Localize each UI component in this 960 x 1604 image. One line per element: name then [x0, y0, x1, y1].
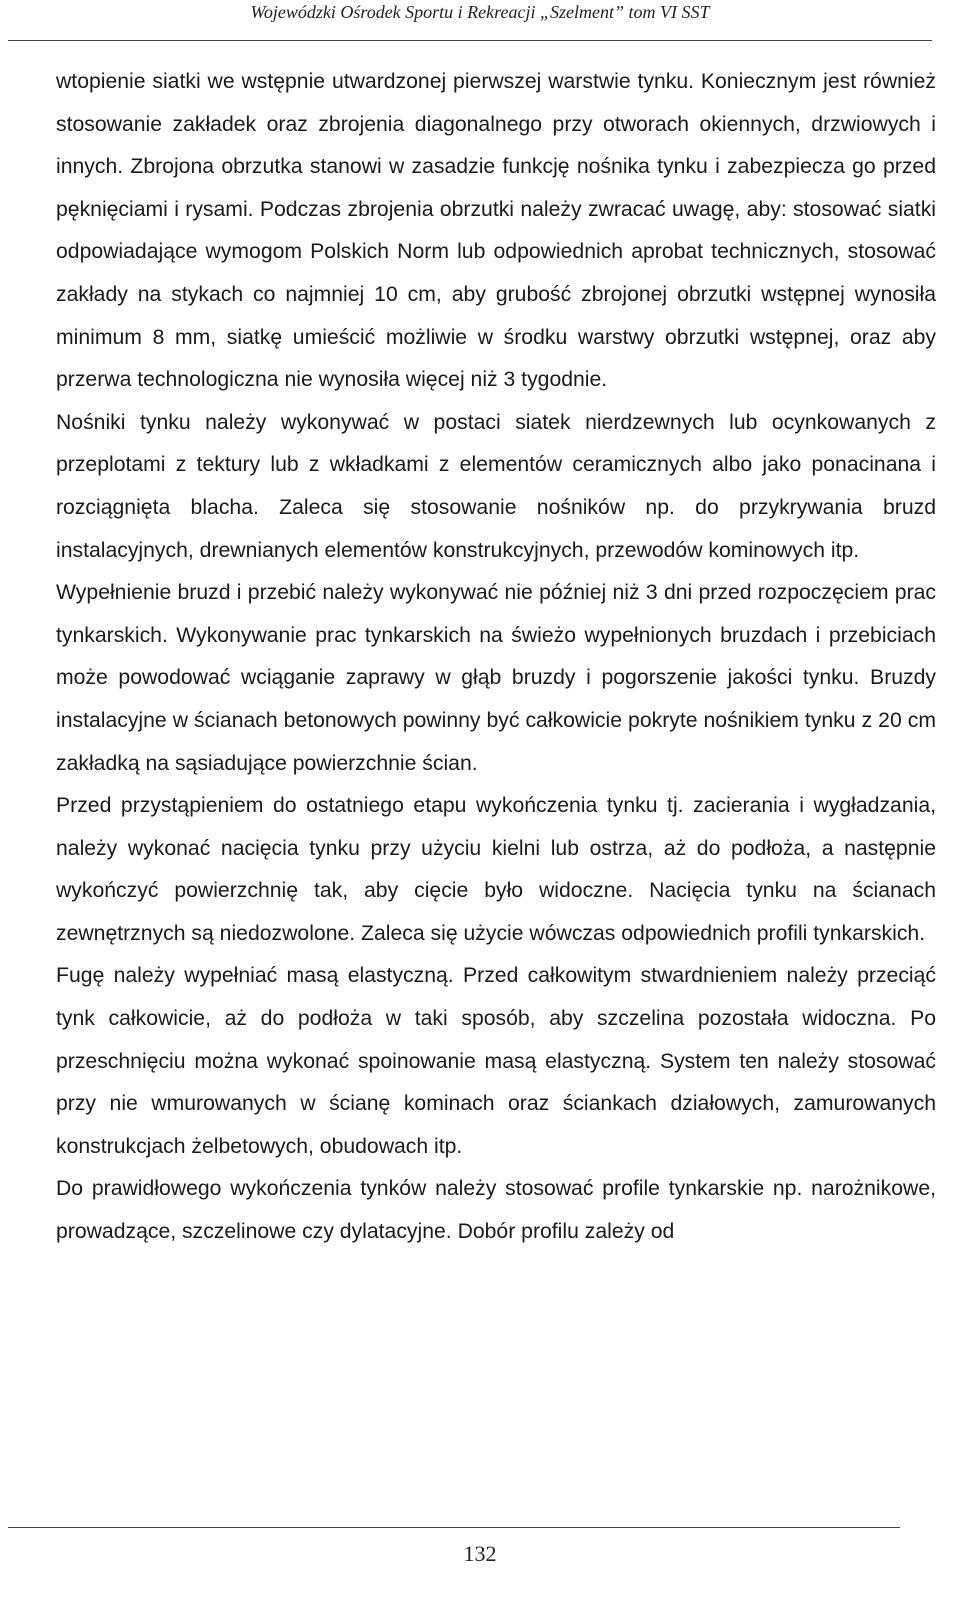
paragraph-plaster-carriers: Nośniki tynku należy wykonywać w postaci siatek nierdzewnych lub ocynkowanych z przeplotami z tektury lub z wkładkami z elementów ceramicznych albo jako ponacinana i rozciągnięta blacha. Zaleca się stosowanie nośników np. do przykrywania bruzd instalacyjnych, drewnianych elementów konstrukcyjnych, przewodów kominowych itp. [56, 410, 936, 562]
paragraph-joint-filling: Fugę należy wypełniać masą elastyczną. Przed całkowitym stwardnieniem należy przeciąć tynk całkowicie, aż do podłoża w taki sposób, aby szczelina pozostała widoczna. Po przeschnięciu można wykonać spoinowanie masą elastyczną. System ten należy stosować przy nie wmurowanych w ścianę kominach oraz ściankach działowych, zamurowanych konstrukcjach żelbetowych, obudowach itp. [56, 964, 936, 1158]
running-header: Wojewódzki Ośrodek Sportu i Rekreacji „Szelment” tom VI SST [250, 2, 710, 22]
paragraph-plaster-profiles: Do prawidłowego wykończenia tynków należy stosować profile tynkarskie np. narożnikowe, prowadzące, szczelinowe czy dylatacyjne. Dobór profilu zależy od [56, 1177, 936, 1244]
header-divider [8, 40, 932, 41]
paragraph-plaster-cuts: Przed przystąpieniem do ostatniego etapu wykończenia tynku tj. zacierania i wygładzania, należy wykonać nacięcia tynku przy użyciu kielni lub ostrza, aż do podłoża, a następnie wykończyć powierzchnię tak, aby cięcie było widoczne. Nacięcia tynku na ścianach zewnętrznych są niedozwolone. Zaleca się użycie wówczas odpowiednich profili tynkarskich. [56, 794, 936, 945]
page-number: 132 [463, 1541, 497, 1566]
paragraph-grooves-filling: Wypełnienie bruzd i przebić należy wykonywać nie później niż 3 dni przed rozpoczęciem prac tynkarskich. Wykonywanie prac tynkarskich na świeżo wypełnionych bruzdach i przebiciach może powodować wciąganie zaprawy w głąb bruzdy i pogorszenie jakości tynku. Bruzdy instalacyjne w ścianach betonowych powinny być całkowicie pokryte nośnikiem tynku z 20 cm zakładką na sąsiadujące powierzchnie ścian. [56, 581, 936, 775]
paragraph-reinforcement: wtopienie siatki we wstępnie utwardzonej pierwszej warstwie tynku. Koniecznym jest również stosowanie zakładek oraz zbrojenia diagonalnego przy otworach okiennych, drzwiowych i innych. Zbrojona obrzutka stanowi w zasadzie funkcję nośnika tynku i zabezpiecza go przed pęknięciami i rysami. Podczas zbrojenia obrzutki należy zwracać uwagę, aby: stosować siatki odpowiadające wymogom Polskich Norm lub odpowiednich aprobat technicznych, stosować zakłady na stykach co najmniej 10 cm, aby grubość zbrojonej obrzutki wstępnej wynosiła minimum 8 mm, siatkę umieścić możliwie w środku warstwy obrzutki wstępnej, oraz aby przerwa technologiczna nie wynosiła więcej niż 3 tygodnie. [56, 70, 936, 392]
document-body [56, 61, 936, 1254]
footer-divider [8, 1527, 900, 1528]
